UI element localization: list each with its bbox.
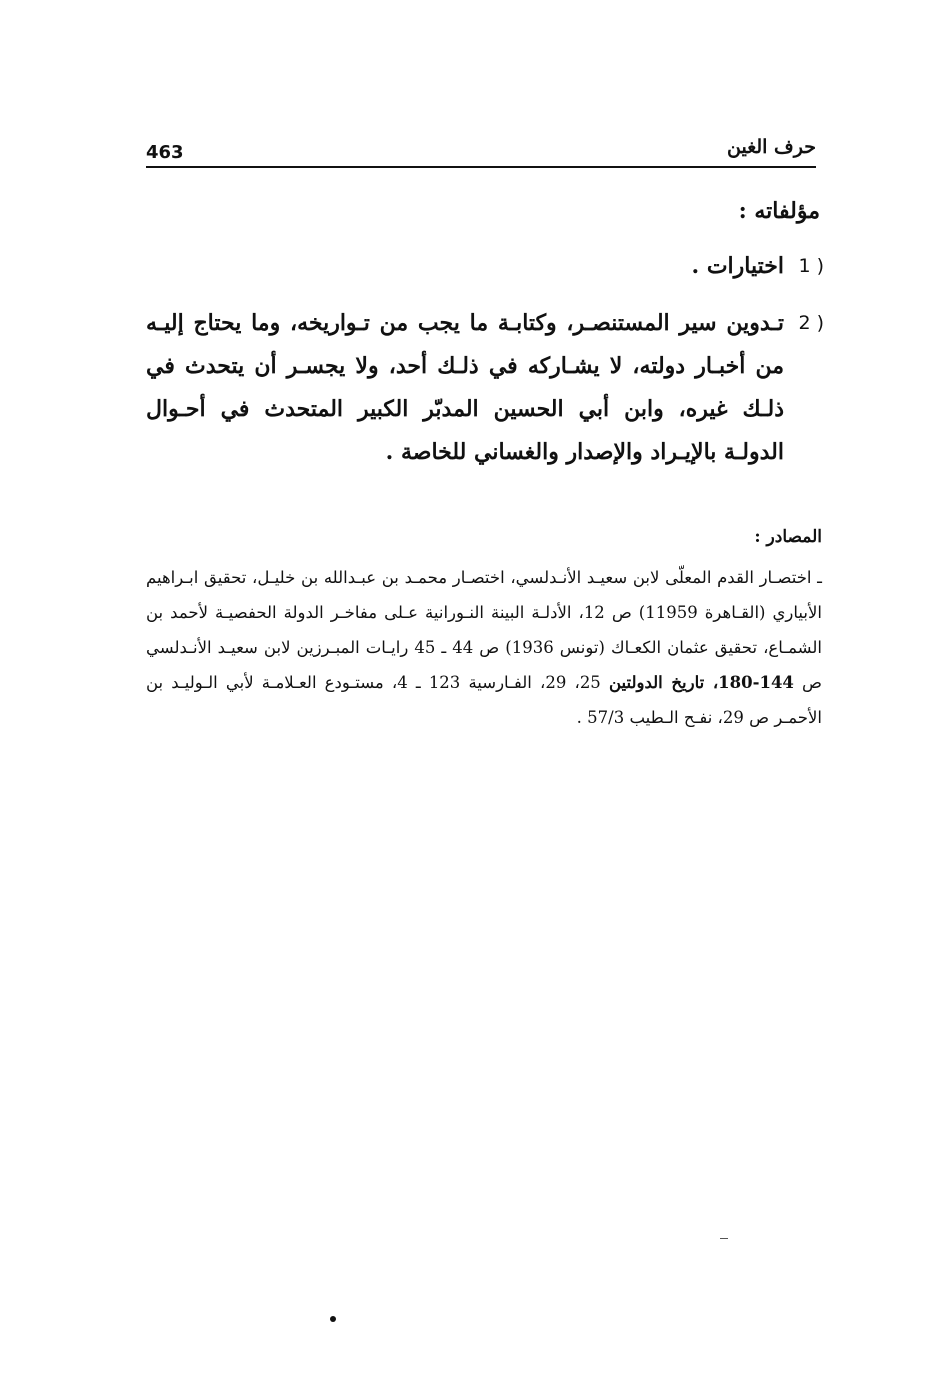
work-item-2 bbox=[146, 302, 824, 474]
work-number: 2 ) bbox=[798, 312, 824, 334]
sources-text-part-2: 25، 29، الفـارسية 123 ـ 4، مستـودع العـلامـة لأبي الـوليـد بن الأحمـر ص 29، نفـح الـطيب 57/3 . bbox=[146, 673, 822, 727]
sources-heading: المصادر : bbox=[754, 527, 822, 547]
sources-text-part-1: ـ اختصـار القدم المعلّى لابن سعيـد الأنـدلسي، اختصـار محمـد بن عبـدالله بن خليـل، تحقيق ابـراهيم الأبياري (القـاهرة 11959) ص 12، الأدلـة البينة النـورانية عـلى مفاخـر الدولة الحفصيـة لأحمد بن الشمـاع، تحقيق عثمان الكعـاك (تونس 1936) ص 44 ـ 45 رايـات المبـرزين لابن سعيـد الأنـدلسي ص bbox=[146, 568, 822, 692]
work-number: 1 ) bbox=[798, 255, 824, 277]
chapter-title: حرف الغين bbox=[727, 136, 816, 158]
header-divider bbox=[146, 166, 816, 168]
page-number: 463 bbox=[146, 142, 184, 163]
work-text: تـدوين سير المستنصـر، وكتابـة ما يجب من تـواريخه، وما يحتاج إليـه من أخبـار دولته، لا يشـاركه في ذلـك أحد، ولا يجسـر أن يتحدث في ذلـك غيره، وابن أبي الحسين المدبّر الكبير المتحدث في أحـوال الدولـة بالإيـراد والإصدار والغساني للخاصة . bbox=[146, 310, 784, 465]
works-heading: مؤلفاته : bbox=[738, 198, 820, 224]
sources-paragraph bbox=[146, 560, 822, 735]
work-item-1 bbox=[146, 245, 824, 288]
page-dot bbox=[330, 1316, 336, 1322]
work-text: اختيارات . bbox=[691, 253, 784, 279]
scan-speck bbox=[720, 1238, 728, 1239]
page-header bbox=[146, 136, 816, 166]
sources-text-bold: 144-180، تاريخ الدولتين bbox=[608, 673, 794, 692]
works-list bbox=[146, 245, 824, 474]
